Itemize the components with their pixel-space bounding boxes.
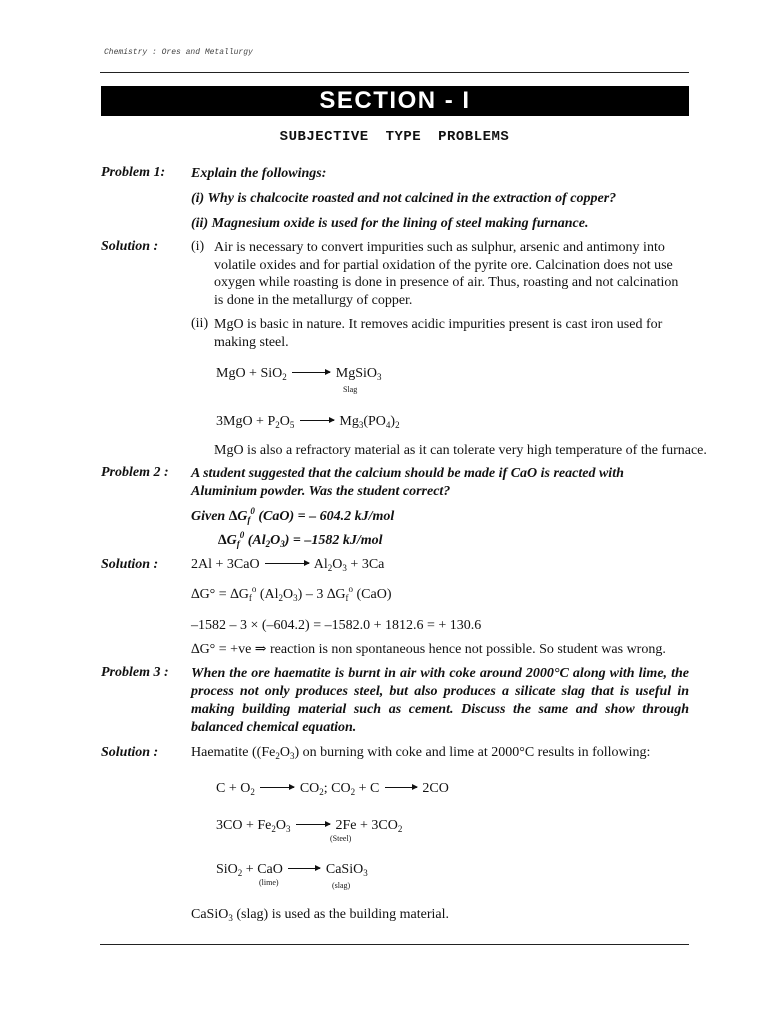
equation-delta-g: $\Delta G^\circ = \Delta G_f^o$ $(Al_2O_3) - 3$ $\Delta G_f^o$ (CaO) — [191, 584, 392, 603]
equation-carbon-oxygen: $C + O_2$ $CO_2$; $CO_2 + C$ 2CO — [216, 781, 449, 797]
solution-1-i-number: (i) — [191, 239, 205, 254]
equation-mgo-sio2: MgO + SiO$_2$ MgSiO$_3$ — [216, 366, 382, 382]
problem-2-given-cao: Given $\Delta G_f^0$ (CaO) = – 604.2 kJ/mol — [191, 506, 395, 525]
problem-3-text: When the ore haematite is burnt in air with coke around 2000°C along with lime, the process not only produces steel, but also produces a silicate slag that is useful in making building material such as cement. Discuss the same and show through balanced chemical equation. — [191, 666, 689, 735]
delta-g-conclusion: ∆G° = +ve ⇒ reaction is non spontaneous hence not possible. So student was wrong. — [191, 642, 666, 657]
equation-sio2-cao: SiO$_2$ + CaO CaSiO$_3$ — [216, 862, 368, 878]
problem-1-intro: Explain the followings: — [191, 166, 327, 181]
solution-1-ii-number: (ii) — [191, 316, 209, 331]
final-statement: CaSiO$_3$ (slag) is used as the building material. — [191, 907, 450, 923]
section-title: SECTION - I — [101, 86, 689, 116]
problem-3-label: Problem 3 : — [101, 665, 169, 680]
delta-g-calculation: –1582 – 3 × (–604.2) = –1582.0 + 1812.6 = + 130.6 — [191, 618, 482, 633]
solution-1-i-text: Air is necessary to convert impurities such as sulphur, arsenic and antimony into volatile oxides and for partial oxidation of the pyrite ore. Calcination does not use oxygen while roasting is done in presence of air. Thus, roasting and not calcination is done in the metallurgy of copper. — [214, 240, 679, 308]
problem-1-label: Problem 1: — [101, 165, 166, 180]
problem-2-text: A student suggested that the calcium should be made if CaO is reacted with Aluminium powder. Was the student correct? — [191, 466, 624, 499]
problem-1-question-i: (i) Why is chalcocite roasted and not calcined in the extraction of copper? — [191, 191, 617, 206]
top-rule — [100, 72, 689, 73]
section-subtitle: SUBJECTIVE TYPE PROBLEMS — [279, 129, 510, 145]
refractory-note: MgO is also a refractory material as it can tolerate very high temperature of the furnace. — [214, 443, 707, 458]
steel-note: (Steel) — [330, 834, 352, 843]
solution-1-label: Solution : — [101, 239, 159, 254]
lime-note: (lime) — [259, 878, 279, 887]
solution-3-label: Solution : — [101, 745, 159, 760]
solution-1-ii-text: MgO is basic in nature. It removes acidic impurities present is cast iron used for making steel. — [214, 317, 663, 350]
solution-2-label: Solution : — [101, 557, 159, 572]
equation-co-fe2o3: $3CO + Fe_2O_3$ $2Fe + 3CO_2$ — [216, 818, 403, 834]
problem-2-given-al2o3: $\Delta G_f^0$ $(Al_2O_3) = -1582$ kJ/mol — [218, 530, 383, 549]
problem-1-question-ii: (ii) Magnesium oxide is used for the lining of steel making furnance. — [191, 216, 589, 231]
running-header: Chemistry : Ores and Metallurgy — [104, 48, 253, 57]
solution-3-intro: Haematite ($(Fe_2O_3)$ on burning with coke and lime at 2000°C results in following: — [191, 745, 651, 761]
equation-slag-note: Slag — [343, 385, 358, 394]
problem-2-label: Problem 2 : — [101, 465, 169, 480]
equation-al-cao: 2Al + 3CaO $Al_2O_3 + 3Ca$ — [191, 557, 385, 573]
equation-mgo-p2o5: $3MgO + P_2O_5$ $Mg_3(PO_4)_2$ — [216, 414, 400, 430]
bottom-rule — [100, 944, 689, 945]
slag-note: (slag) — [332, 881, 351, 890]
